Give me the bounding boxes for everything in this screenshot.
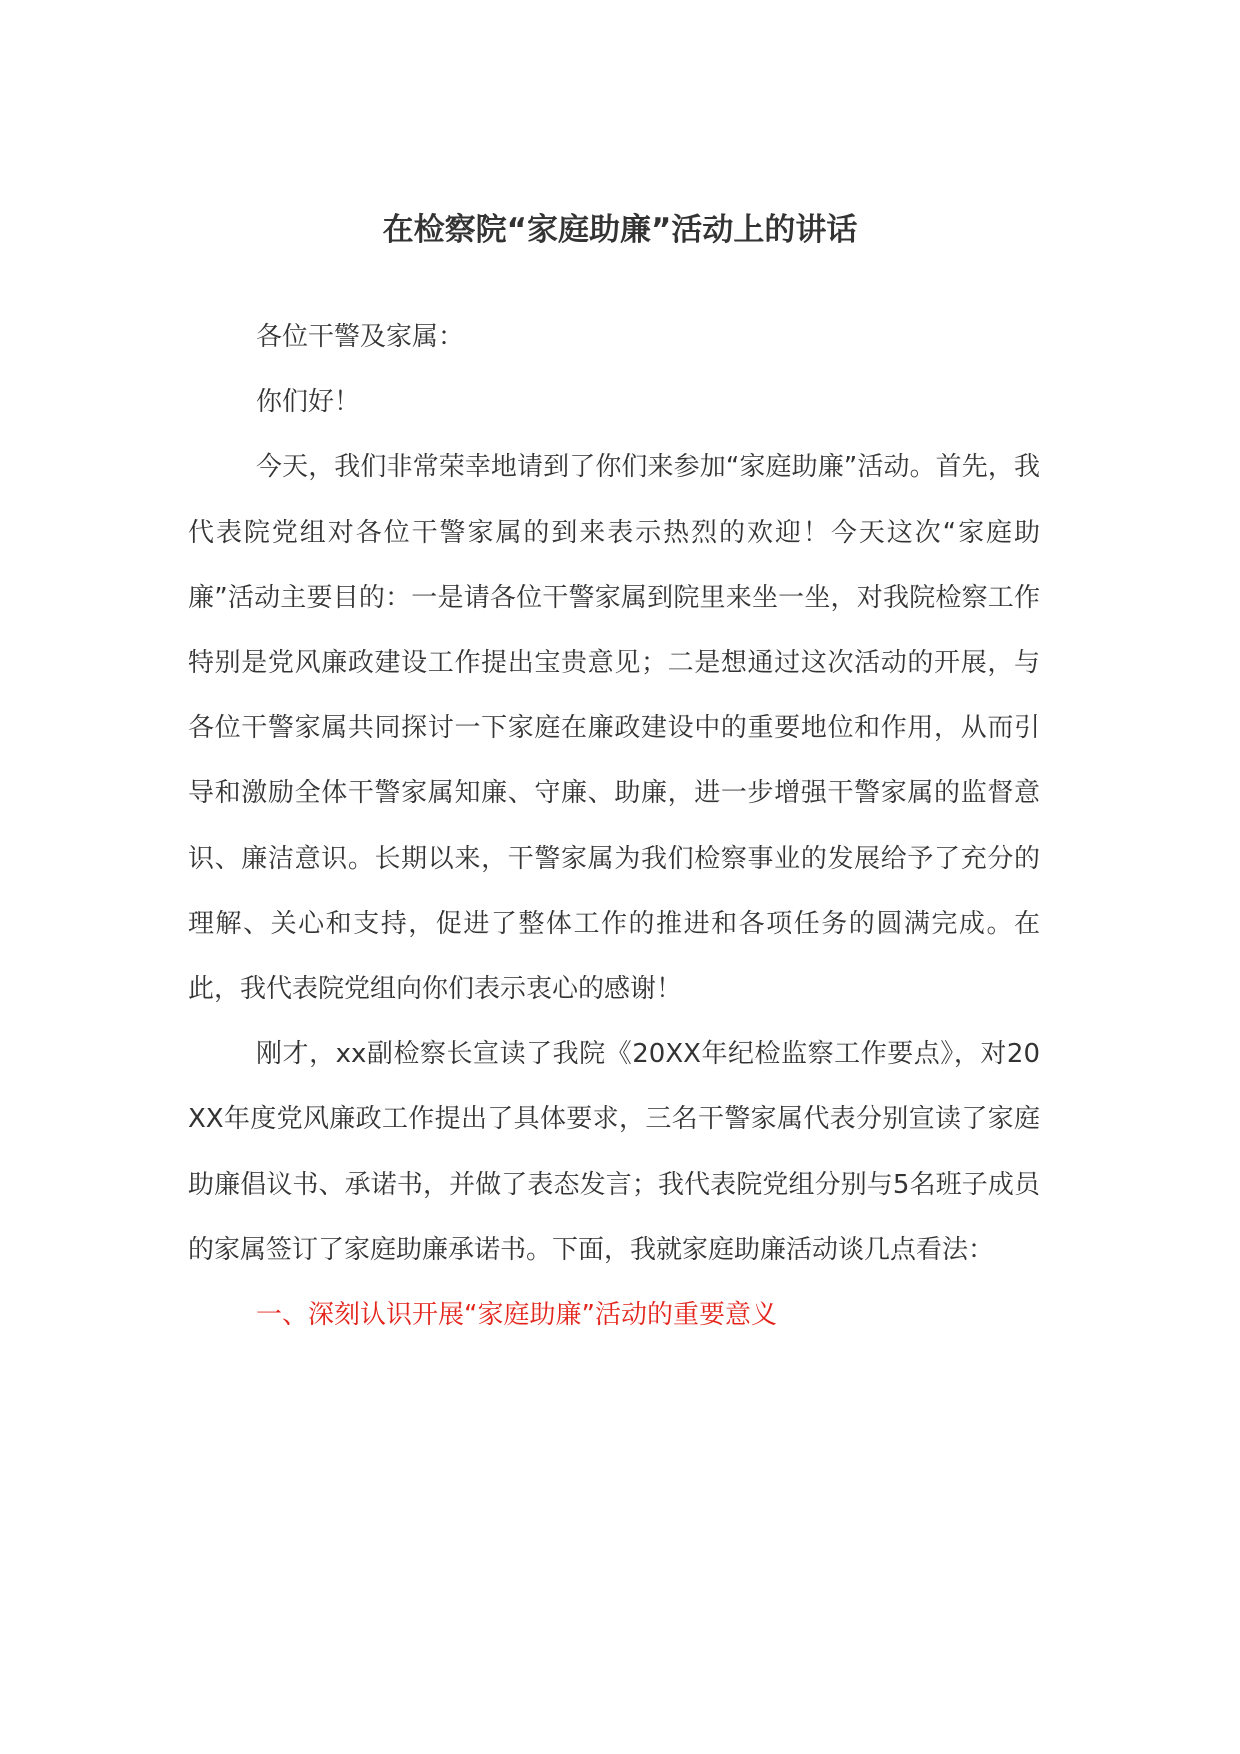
greeting: 你们好！	[256, 387, 361, 418]
document-title: 在检察院“家庭助廉”活动上的讲话	[382, 212, 858, 248]
document-body	[188, 305, 1040, 1348]
paragraph-review: 刚才，xx副检察长宣读了我院《20XX年纪检监察工作要点》，对20XX年度党风廉政工作提出了具体要求，三名干警家属代表分别宣读了家庭助廉倡议书、承诺书，并做了表态发言；我代表院党组分别与5名班子成员的家属签订了家庭助廉承诺书。下面，我就家庭助廉活动谈几点看法：	[188, 1039, 1040, 1265]
paragraph-opening: 今天，我们非常荣幸地请到了你们来参加“家庭助廉”活动。首先，我代表院党组对各位干警家属的到来表示热烈的欢迎！今天这次“家庭助廉”活动主要目的：一是请各位干警家属到院里来坐一坐，对我院检察工作特别是党风廉政建设工作提出宝贵意见；二是想通过这次活动的开展，与各位干警家属共同探讨一下家庭在廉政建设中的重要地位和作用，从而引导和激励全体干警家属知廉、守廉、助廉，进一步增强干警家属的监督意识、廉洁意识。长期以来，干警家属为我们检察事业的发展给予了充分的理解、关心和支持，促进了整体工作的推进和各项任务的圆满完成。在此，我代表院党组向你们表示衷心的感谢！	[188, 452, 1040, 1005]
salutation: 各位干警及家属：	[256, 322, 465, 352]
section-heading-1: 一、深刻认识开展“家庭助廉”活动的重要意义	[256, 1300, 777, 1331]
